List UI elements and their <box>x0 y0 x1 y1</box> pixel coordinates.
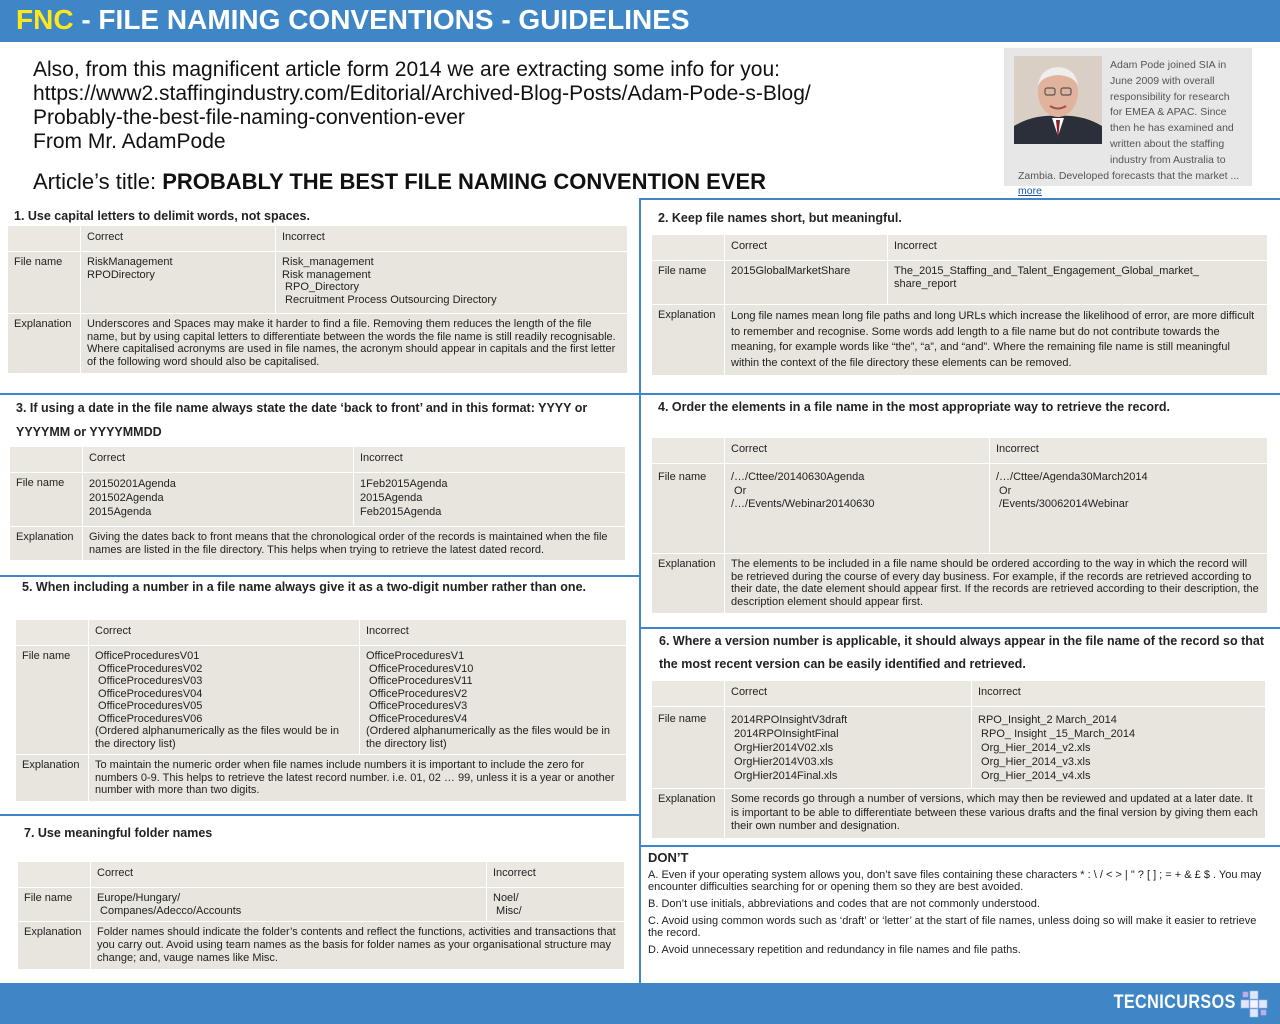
intro-author: From Mr. AdamPode <box>33 130 226 153</box>
rule-title: 2. Keep file names short, but meaningful. <box>658 211 902 225</box>
intro-line: Also, from this magnificent article form 2014 we are extracting some info for you: <box>33 58 780 81</box>
section-divider <box>641 845 1280 847</box>
bio-more-link[interactable]: more <box>1018 185 1042 198</box>
rule-5 <box>22 577 622 598</box>
col-correct: Correct <box>725 681 972 707</box>
section-divider <box>641 198 1280 200</box>
incorrect-examples: 1Feb2015Agenda 2015Agenda Feb2015Agenda <box>354 473 626 527</box>
rule-4-table <box>652 438 1268 614</box>
row-file-name: File name <box>652 707 725 789</box>
col-correct: Correct <box>81 226 276 252</box>
row-file-name: File name <box>652 464 725 554</box>
rule-6-table <box>652 681 1266 839</box>
row-file-name: File name <box>16 646 89 755</box>
incorrect-examples: The_2015_Staffing_and_Talent_Engagement_Global_market_ share_report <box>888 261 1268 305</box>
row-explanation: Explanation <box>18 922 91 969</box>
row-explanation: Explanation <box>10 527 83 561</box>
rule-1-table <box>8 226 628 374</box>
rule-3-table <box>10 447 626 561</box>
dont-item: D. Avoid unnecessary repetition and redundancy in file names and file paths. <box>648 944 1021 956</box>
col-correct: Correct <box>83 447 354 473</box>
col-incorrect: Incorrect <box>972 681 1266 707</box>
section-divider <box>0 814 639 816</box>
section-divider <box>641 393 1280 395</box>
rule-title: 7. Use meaningful folder names <box>24 826 213 840</box>
row-file-name: File name <box>18 888 91 922</box>
title-text: - FILE NAMING CONVENTIONS - GUIDELINES <box>73 4 690 35</box>
col-incorrect: Incorrect <box>354 447 626 473</box>
rule-1 <box>14 205 629 227</box>
section-divider <box>641 627 1280 629</box>
correct-examples: 20150201Agenda 201502Agenda 2015Agenda <box>83 473 354 527</box>
incorrect-examples: RPO_Insight_2 March_2014 RPO_ Insight _15_March_2014 Org_Hier_2014_v2.xls Org_Hier_2014_v3.xls Org_Hier_2014_v4.xls <box>972 707 1266 789</box>
author-bio-card <box>1004 48 1252 198</box>
row-file-name: File name <box>652 261 725 305</box>
explanation-text: The elements to be included in a file name should be ordered according to the way in which the record will be retrieved during the course of every day business. For example, if the records are retrieved according to their date, the date element should appear first. If the records are retrieved according to their description, the description element should appear first. <box>725 554 1268 614</box>
title-prefix: FNC <box>16 4 74 35</box>
row-explanation: Explanation <box>652 789 725 839</box>
incorrect-examples: OfficeProceduresV1 OfficeProceduresV10 OfficeProceduresV11 OfficeProceduresV2 OfficeProceduresV3 OfficeProceduresV4 (Ordered alphanumerically as the files would be in the directory list) <box>360 646 627 755</box>
incorrect-examples: /…/Cttee/Agenda30March2014 Or /Events/30062014Webinar <box>990 464 1268 554</box>
section-divider <box>0 393 639 395</box>
brand-logo-icon <box>1238 989 1270 1019</box>
article-url-cont[interactable]: Probably-the-best-file-naming-convention-ever <box>33 106 465 129</box>
correct-examples: /…/Cttee/20140630Agenda Or /…/Events/Webinar20140630 <box>725 464 990 554</box>
article-title-value: PROBABLY THE BEST FILE NAMING CONVENTION EVER <box>162 169 767 194</box>
row-explanation: Explanation <box>8 314 81 374</box>
page-title <box>16 4 690 36</box>
row-explanation: Explanation <box>16 755 89 802</box>
correct-examples: 2014RPOInsightV3draft 2014RPOInsightFinal OrgHier2014V02.xls OrgHier2014V03.xls OrgHier2014Final.xls <box>725 707 972 789</box>
rule-title: 3. If using a date in the file name always state the date ‘back to front’ and in this format: YYYY or YYYYMM or YYYYMMDD <box>16 401 588 439</box>
author-bio-text: Adam Pode joined SIA in June 2009 with overall responsibility for research for EMEA & APAC. Since then he has examined and written about the staffing industry from Australia to Zambia. Developed forecasts that the market ... more <box>1018 59 1240 198</box>
dont-item: C. Avoid using common words such as ‘draft’ or ‘letter’ at the start of file names, unless doing so will make it easier to retrieve the record. <box>648 915 1257 939</box>
correct-examples: 2015GlobalMarketShare <box>725 261 888 305</box>
dont-item: B. Don’t use initials, abbreviations and codes that are not commonly understood. <box>648 898 1040 910</box>
article-title-label: Article’s title: <box>33 169 163 194</box>
column-divider <box>639 198 641 984</box>
col-incorrect: Incorrect <box>990 438 1268 464</box>
rule-6 <box>659 630 1269 676</box>
rule-2 <box>658 207 1268 229</box>
rule-title: 1. Use capital letters to delimit words, not spaces. <box>14 209 310 223</box>
correct-examples: Europe/Hungary/ Companes/Adecco/Accounts <box>91 888 487 922</box>
col-incorrect: Incorrect <box>276 226 628 252</box>
rule-title: 6. Where a version number is applicable, it should always appear in the file name of the record so that the most recent version can be easily identified and retrieved. <box>659 634 1265 671</box>
rule-2-table <box>652 235 1268 376</box>
col-incorrect: Incorrect <box>487 862 625 888</box>
article-title <box>33 169 766 195</box>
explanation-text: Some records go through a number of versions, which may then be reviewed and updated at a later date. It is important to be able to differentiate between these various drafts and the final version by giving them each their own number and designation. <box>725 789 1266 839</box>
brand-name: TECNICURSOS <box>1113 992 1236 1013</box>
explanation-text: Long file names mean long file paths and long URLs which increase the likelihood of error, are more difficult to remember and recognise. Some words add length to a file name but do not contribute towards the meaning, for example words like “the”, “a”, and “and”. Where the remaining file name is still meaningful within the context of the file directory these elements can be removed. <box>725 305 1268 376</box>
col-correct: Correct <box>725 438 990 464</box>
explanation-text: Folder names should indicate the folder’s contents and reflect the functions, activities and transactions that you carry out. Avoid using team names as the basis for folder names as your organisational structure may change; and, vauge names like Misc. <box>91 922 625 969</box>
dont-list <box>648 850 1268 961</box>
dont-item: A. Even if your operating system allows you, don’t save files containing these characters * : \ / < > | " ? [ ] ; = + & £ $ . You may encounter difficulties searching for or opening them so they are best avoided. <box>648 869 1262 893</box>
rule-7 <box>24 822 624 844</box>
col-incorrect: Incorrect <box>360 620 627 646</box>
rule-4 <box>658 396 1268 418</box>
explanation-text: Giving the dates back to front means that the chronological order of the records is maintained when the file names are listed in the file directory. This helps when trying to retrieve the latest dated record. <box>83 527 626 561</box>
article-url[interactable]: https://www2.staffingindustry.com/Editorial/Archived-Blog-Posts/Adam-Pode-s-Blog/ <box>33 82 811 105</box>
rule-5-table <box>16 620 627 802</box>
row-file-name: File name <box>8 252 81 314</box>
col-correct: Correct <box>89 620 360 646</box>
row-file-name: File name <box>10 473 83 527</box>
row-explanation: Explanation <box>652 554 725 614</box>
rule-title: 5. When including a number in a file name always give it as a two-digit number rather than one. <box>22 580 586 594</box>
intro-text <box>33 58 993 154</box>
col-correct: Correct <box>725 235 888 261</box>
rule-3 <box>16 396 626 444</box>
rule-7-table <box>18 862 625 970</box>
col-incorrect: Incorrect <box>888 235 1268 261</box>
rule-title: 4. Order the elements in a file name in the most appropriate way to retrieve the record. <box>658 400 1170 414</box>
explanation-text: Underscores and Spaces may make it harder to find a file. Removing them reduces the length of the file name, but by using capital letters to differentiate between the words the file name is still readily recognisable. Where capitalised acronyms are used in file names, the acronym should appear in capitals and the first letter of the following word should also be capitalised. <box>81 314 628 374</box>
footer-bar <box>0 983 1280 1024</box>
correct-examples: OfficeProceduresV01 OfficeProceduresV02 OfficeProceduresV03 OfficeProceduresV04 OfficeProceduresV05 OfficeProceduresV06 (Ordered alphanumerically as the files would be in the directory list) <box>89 646 360 755</box>
explanation-text: To maintain the numeric order when file names include numbers it is important to include the zero for numbers 0-9. This helps to retrieve the latest record number. i.e. 01, 02 … 99, unless it is a year or another number with more than two digits. <box>89 755 627 802</box>
col-correct: Correct <box>91 862 487 888</box>
incorrect-examples: Noel/ Misc/ <box>487 888 625 922</box>
dont-title: DON’T <box>648 850 689 865</box>
correct-examples: RiskManagement RPODirectory <box>81 252 276 314</box>
incorrect-examples: Risk_management Risk management RPO_Directory Recruitment Process Outsourcing Directory <box>276 252 628 314</box>
header-bar <box>0 0 1280 42</box>
row-explanation: Explanation <box>652 305 725 376</box>
